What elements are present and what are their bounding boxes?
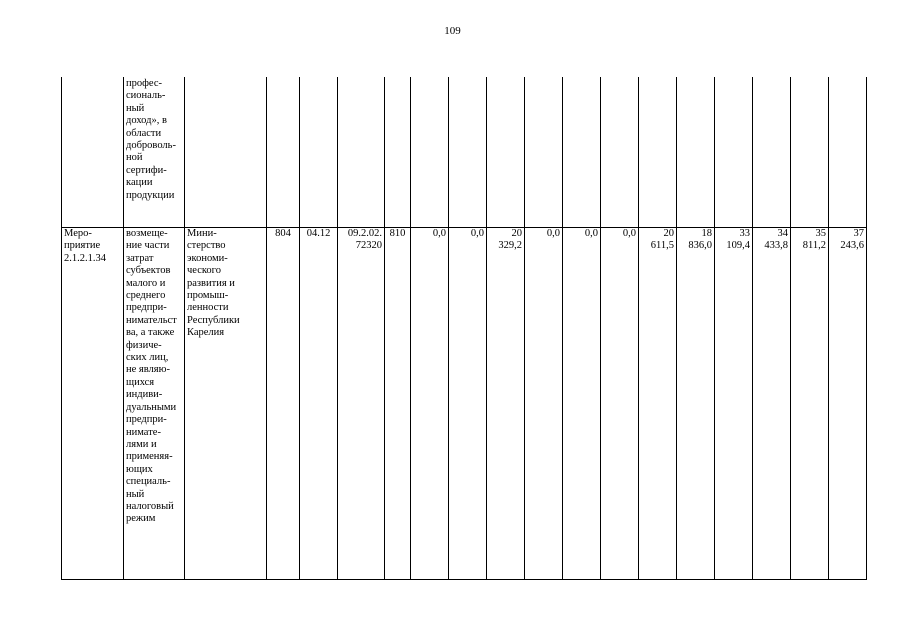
value-cell: [715, 77, 753, 228]
value-cell: 33 109,4: [715, 228, 753, 580]
csr-cell: [338, 77, 385, 228]
value-cell: [639, 77, 677, 228]
value-cell: [601, 77, 639, 228]
value-cell: 18 836,0: [677, 228, 715, 580]
value-cell: [449, 77, 487, 228]
budget-table: [61, 77, 867, 580]
name-text: профес- сиональ- ный доход», в области доброволь- ной сертифи- кации продукции: [126, 78, 176, 201]
value-cell: 35 811,2: [791, 228, 829, 580]
value-cell: 0,0: [563, 228, 601, 580]
grbs-cell: [267, 77, 300, 228]
value-cell: 0,0: [601, 228, 639, 580]
value-cell: [487, 77, 525, 228]
value-cell: [411, 77, 449, 228]
value-cell: 34 433,8: [753, 228, 791, 580]
executor-cell: Мини- стерство экономи- ческого развития и промыш- ленности Республики Карелия: [185, 228, 267, 580]
value-cell: 20 611,5: [639, 228, 677, 580]
value-cell: 0,0: [411, 228, 449, 580]
rzpr-cell: [300, 77, 338, 228]
executor-cell: [185, 77, 267, 228]
value-cell: 0,0: [449, 228, 487, 580]
value-cell: 37 243,6: [829, 228, 867, 580]
grbs-cell: 804: [267, 228, 300, 580]
value-cell: 0,0: [525, 228, 563, 580]
vr-cell: [385, 77, 411, 228]
event-cell: Меро- приятие 2.1.2.1.34: [62, 228, 124, 580]
rzpr-cell: 04.12: [300, 228, 338, 580]
vr-cell: 810: [385, 228, 411, 580]
event-cell: [62, 77, 124, 228]
name-cell: возмеще- ние части затрат субъектов малого и среднего предпри- нимательст ва, а также физиче- ских лиц, не являю- щихся индиви- дуальными предпри- нимате- лями и применяя- ющих специаль- ный налоговый режим: [124, 228, 185, 580]
table-row-continued: [62, 77, 867, 228]
value-cell: [677, 77, 715, 228]
value-cell: [525, 77, 563, 228]
table-row-main: [62, 228, 867, 580]
csr-cell: 09.2.02. 72320: [338, 228, 385, 580]
name-cell: [124, 77, 185, 228]
value-cell: 20 329,2: [487, 228, 525, 580]
value-cell: [753, 77, 791, 228]
page-number: 109: [444, 25, 461, 37]
value-cell: [829, 77, 867, 228]
value-cell: [563, 77, 601, 228]
value-cell: [791, 77, 829, 228]
